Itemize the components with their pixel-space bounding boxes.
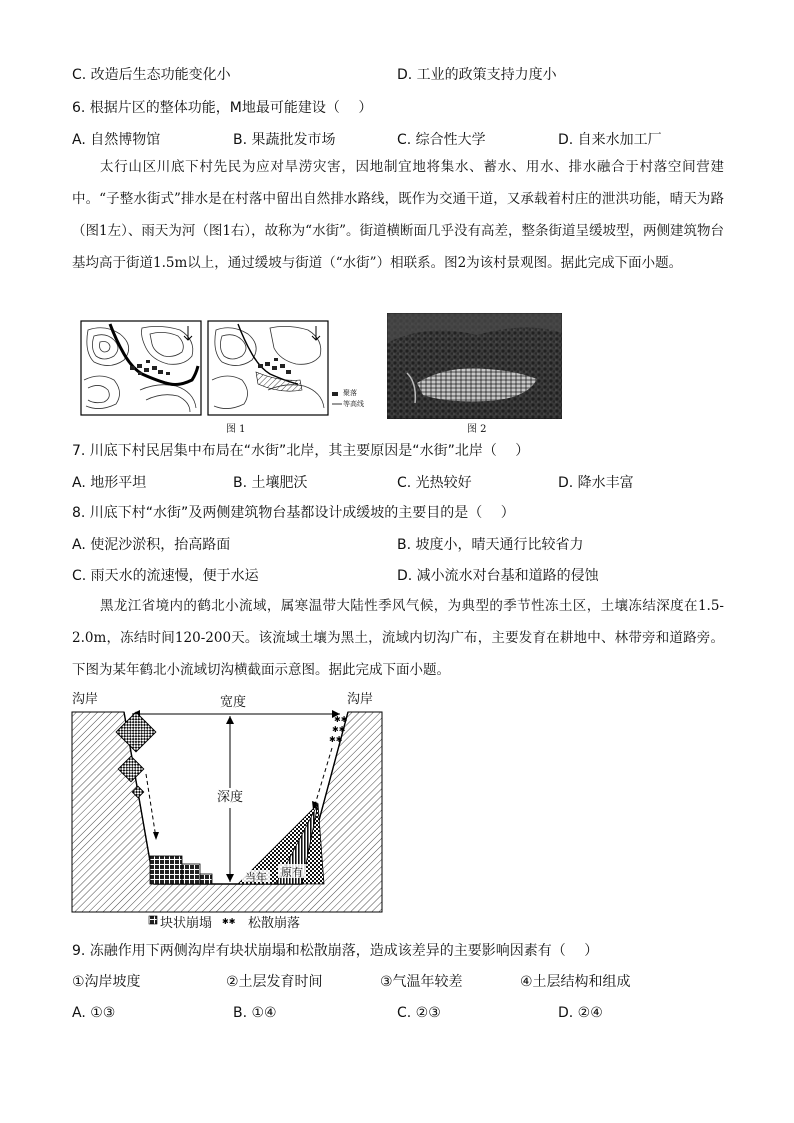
q8-option-b: B. 坡度小，晴天通行比较省力 <box>397 537 584 553</box>
block-deposits <box>150 856 212 884</box>
passage-water-street: 太行山区川底下村先民为应对旱涝灾害，因地制宜地将集水、蓄水、用水、排水融合于村落空间营建中。“子整水街式”排水是在村落中留出自然排水路线，既作为交通干道，又承载着村庄的泄洪功能，晴天为路（图1左）、雨天为河（图1右），故称为“水街”。街道横断面几乎没有高差，整条街道呈缓坡型，两侧建筑物台基均高于街道1.5m以上，通过缓坡与街道（“水街”）相联系。图2为该村景观图。据此完成下面小题。 <box>72 159 724 271</box>
q5-option-c: C. 改造后生态功能变化小 <box>72 67 231 83</box>
gully-width-label: 宽度 <box>218 693 248 713</box>
gully-depth-label: 深度 <box>215 788 245 808</box>
gully-right-bank-label: 沟岸 <box>347 692 374 707</box>
q9-option-d: D. ②④ <box>558 1005 603 1021</box>
q9-item-1: ①沟岸坡度 <box>72 974 141 990</box>
q7-stem: 7. 川底下村民居集中布局在“水街”北岸，其主要原因是“水街”北岸（ ） <box>72 443 530 459</box>
svg-text:✱✱: ✱✱ <box>332 725 346 734</box>
q8-option-d: D. 减小流水对台基和道路的侵蚀 <box>397 568 599 584</box>
deposit-existing-label: 原有 <box>281 866 303 879</box>
q9-option-b: B. ①④ <box>233 1005 277 1021</box>
map-sunny-day <box>81 321 201 415</box>
q5-option-d: D. 工业的政策支持力度小 <box>397 67 557 83</box>
q8-option-c: C. 雨天水的流速慢，便于水运 <box>72 568 259 584</box>
q9-stem: 9. 冻融作用下两侧沟岸有块状崩塌和松散崩落，造成该差异的主要影响因素有（ ） <box>72 943 599 959</box>
q9-option-a: A. ①③ <box>72 1005 116 1021</box>
deposit-this-year-label: 当年 <box>245 871 267 884</box>
q6-option-b: B. 果蔬批发市场 <box>233 132 336 148</box>
q7-option-b: B. 土壤肥沃 <box>233 475 308 491</box>
legend-contour-label: 等高线 <box>343 400 364 408</box>
svg-text:✱✱: ✱✱ <box>329 735 343 744</box>
q8-option-a: A. 使泥沙淤积，抬高路面 <box>72 537 231 553</box>
q6-option-a: A. 自然博物馆 <box>72 132 161 148</box>
figure-1-legend <box>332 392 342 404</box>
figure-1-contour-maps <box>80 320 380 432</box>
svg-text:✱✱: ✱✱ <box>334 715 348 724</box>
q6-stem: 6. 根据片区的整体功能，M地最可能建设（ ） <box>72 100 373 116</box>
q7-option-d: D. 降水丰富 <box>558 475 634 491</box>
figure-2-caption: 图 2 <box>467 424 487 435</box>
q8-stem: 8. 川底下村“水街”及两侧建筑物台基都设计成缓坡的主要目的是（ ） <box>72 505 515 521</box>
figure-1-caption: 图 1 <box>226 424 246 435</box>
q7-option-c: C. 光热较好 <box>397 475 472 491</box>
map-rainy-day <box>208 321 328 415</box>
q9-item-2: ②土层发育时间 <box>226 974 323 990</box>
legend-loose-fall: 松散崩落 <box>248 916 301 931</box>
gully-left-bank-label: 沟岸 <box>72 692 99 707</box>
figure-3-gully-cross-section <box>70 690 386 930</box>
svg-text:✱✱: ✱✱ <box>222 917 236 926</box>
q6-option-c: C. 综合性大学 <box>397 132 486 148</box>
q9-item-3: ③气温年较差 <box>380 974 463 990</box>
legend-block-collapse: 块状崩塌 <box>160 916 213 931</box>
figure-2-village-photo <box>387 313 562 419</box>
q6-option-d: D. 自来水加工厂 <box>558 132 662 148</box>
q9-item-4: ④土层结构和组成 <box>520 974 631 990</box>
passage-gully: 黑龙江省境内的鹤北小流域，属寒温带大陆性季风气候，为典型的季节性冻土区，土壤冻结深度在1.5-2.0m，冻结时间120-200天。该流域土壤为黑土，流域内切沟广布，主要发育在耕地中、林带旁和道路旁。下图为某年鹤北小流域切沟横截面示意图。据此完成下面小题。 <box>72 598 724 678</box>
q9-option-c: C. ②③ <box>397 1005 441 1021</box>
legend-settlement-label: 聚落 <box>343 389 357 397</box>
q7-option-a: A. 地形平坦 <box>72 475 147 491</box>
